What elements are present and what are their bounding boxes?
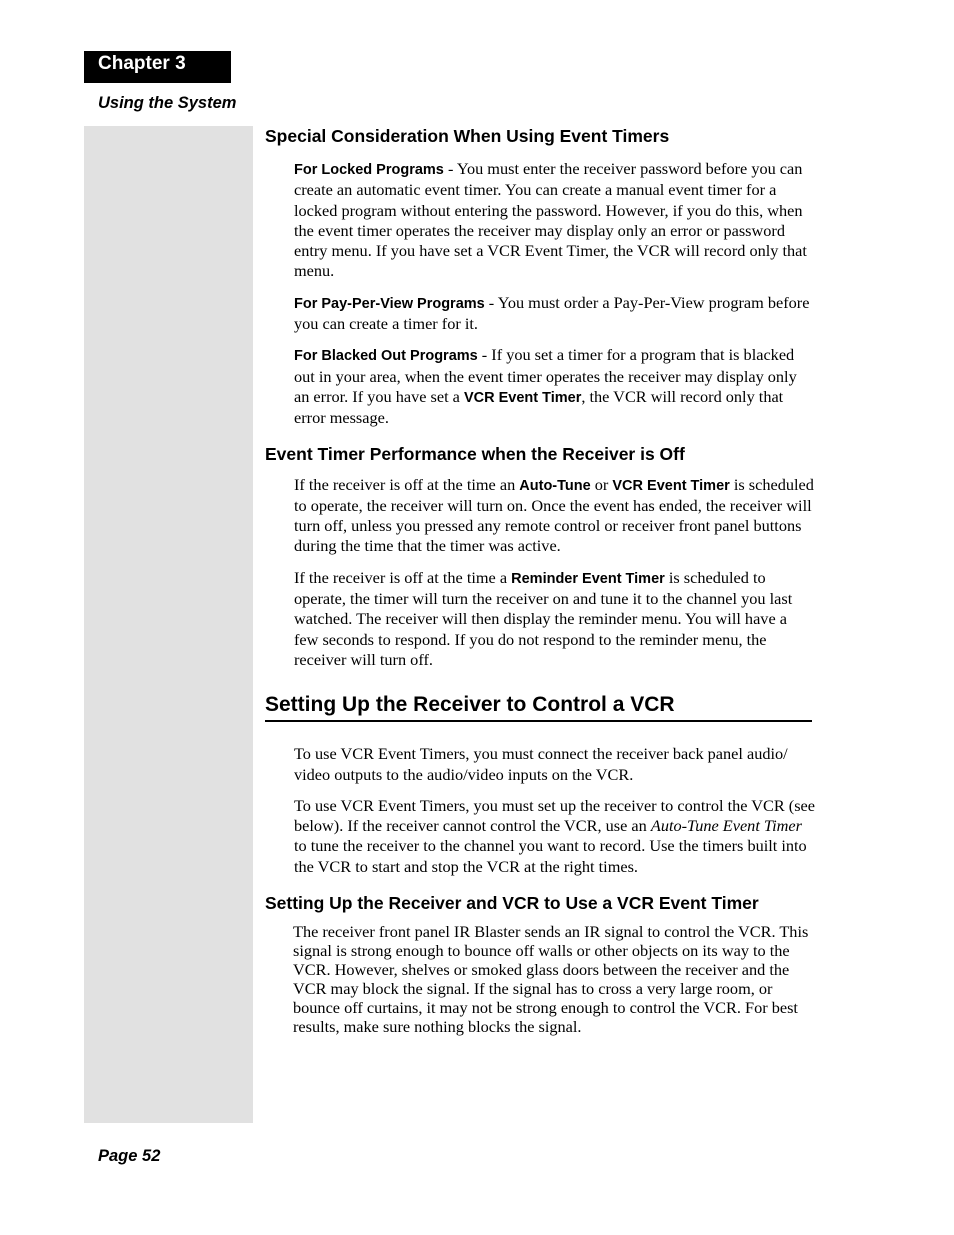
term-vcr-event-timer: VCR Event Timer — [463, 389, 582, 406]
margin-sidebar — [84, 126, 253, 1123]
text-blacked-out-b: , the VCR will record only that error message. — [294, 386, 784, 428]
heading-receiver-and-vcr: Setting Up the Receiver and VCR to Use a VCR Event Timer — [265, 893, 759, 914]
text-blacked-out-a: - If you set a timer for a program that is blacked out in your area, when the event timer operates the receiver may display only an error. If you have set a — [294, 345, 797, 406]
heading-receiver-off: Event Timer Performance when the Receiver is Off — [265, 443, 685, 464]
paragraph-pay-per-view — [265, 293, 815, 335]
chapter-tab: Chapter 3 — [84, 51, 231, 83]
text-locked-programs: - You must enter the receiver password before you can create an automatic event timer. You can create a manual event timer for a locked program without entering the password. However, if you do this, when the event timer operates the receiver may display only an error or password entry menu. If you have set a VCR Event Timer, the VCR will record only that menu. — [294, 159, 807, 281]
term-pay-per-view: For Pay-Per-View Programs — [294, 295, 485, 312]
paragraph-ir-blaster: The receiver front panel IR Blaster sends an IR signal to control the VCR. This signal is strong enough to bounce off walls or other objects on its way to the VCR. However, shelves or smoked glass doors between the receiver and the VCR may block the signal. If the signal has to cross a very large room, or bounce off curtains, it may not be strong enough to control the VCR. For best results, make sure nothing blocks the signal. — [293, 922, 809, 1037]
text-auto-tune-or: or — [590, 474, 613, 494]
paragraph-setup-vcr — [265, 796, 815, 877]
paragraph-blacked-out — [265, 345, 815, 428]
text-auto-tune-a: If the receiver is off at the time an — [294, 474, 520, 494]
term-reminder-event-timer: Reminder Event Timer — [511, 570, 665, 587]
term-blacked-out: For Blacked Out Programs — [294, 348, 478, 365]
page-number: Page 52 — [98, 1147, 161, 1165]
page-content — [265, 125, 815, 1036]
paragraph-connect-vcr: To use VCR Event Timers, you must connect the receiver back panel audio/ video outputs to the audio/video inputs on the VCR. — [294, 744, 788, 784]
text-setup-a: To use VCR Event Timers, you must set up the receiver to control the VCR (see below). If the receiver cannot control the VCR, use an — [294, 795, 816, 836]
text-pay-per-view: - You must order a Pay-Per-View program before you can create a timer for it. — [294, 292, 810, 334]
heading-control-vcr: Setting Up the Receiver to Control a VCR — [265, 692, 812, 722]
term-vcr-event-timer-2: VCR Event Timer — [612, 477, 730, 494]
text-reminder-a: If the receiver is off at the time a — [294, 567, 512, 587]
paragraph-reminder-off — [265, 568, 815, 670]
section-label: Using the System — [98, 94, 237, 112]
text-auto-tune-b: is scheduled to operate, the receiver will turn on. Once the event has ended, the receiver will turn off, unless you pressed any remote control or receiver front panel buttons during the time that the timer was active. — [294, 474, 814, 556]
text-setup-b: to tune the receiver to the channel you want to record. Use the timers built into the VCR to start and stop the VCR at the right times. — [294, 836, 807, 876]
paragraph-auto-tune-off — [265, 475, 815, 557]
term-auto-tune-event-timer: Auto-Tune Event Timer — [650, 816, 802, 836]
term-locked-programs: For Locked Programs — [294, 162, 444, 178]
heading-event-timers: Special Consideration When Using Event Timers — [265, 126, 670, 146]
term-auto-tune: Auto-Tune — [519, 477, 591, 494]
text-reminder-b: is scheduled to operate, the timer will turn the receiver on and tune it to the channel you last watched. The receiver will then display the reminder menu. You will have a few seconds to respond. If you do not respond to the reminder menu, the receiver will turn off. — [294, 567, 793, 669]
paragraph-locked-programs — [265, 159, 815, 282]
